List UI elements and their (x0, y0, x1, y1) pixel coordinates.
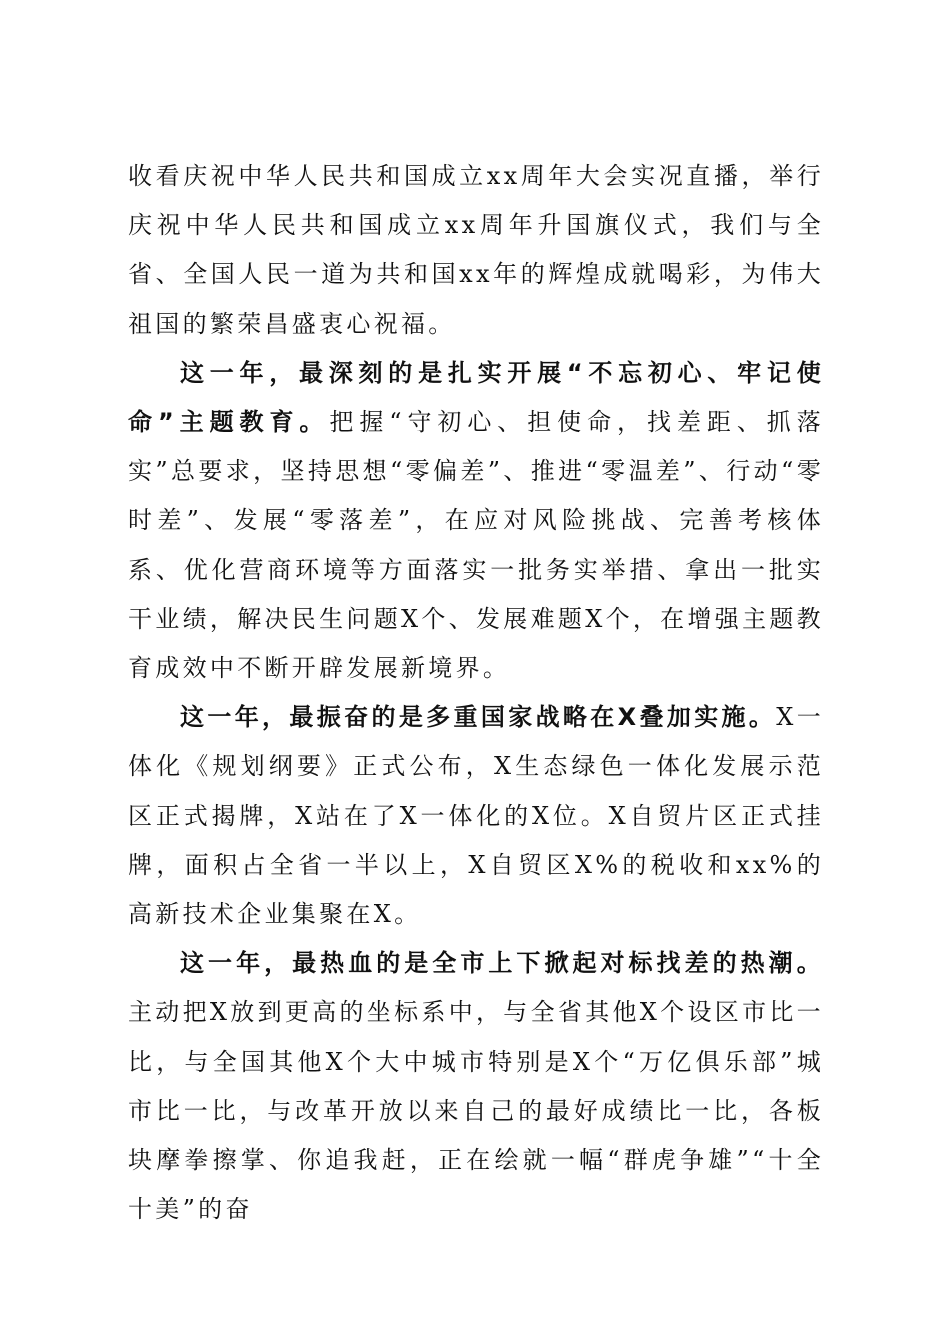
paragraph-1-text: 收看庆祝中华人民共和国成立xx周年大会实况直播，举行庆祝中华人民共和国成立xx周年升国旗仪式，我们与全省、全国人民一道为共和国xx年的辉煌成就喝彩，为伟大祖国的繁荣昌盛衷心祝福。 (128, 162, 824, 338)
document-page (128, 152, 824, 1234)
paragraph-1 (128, 152, 824, 349)
paragraph-3-text: X一体化《规划纲要》正式公布，X生态绿色一体化发展示范区正式揭牌，X站在了X一体化的X位。X自贸片区正式挂牌，面积占全省一半以上，X自贸区X%的税收和xx%的高新技术企业集聚在X。 (128, 703, 825, 929)
paragraph-2-lead: 这一年，最深刻的是扎实开展“不忘初心、牢记使命”主题教育。 (128, 358, 824, 437)
paragraph-2 (128, 349, 824, 693)
paragraph-2-text: 把握“守初心、担使命，找差距、抓落实”总要求，坚持思想“零偏差”、推进“零温差”、行动“零时差”、发展“零落差”，在应对风险挑战、完善考核体系、优化营商环境等方面落实一批务实举措、拿出一批实干业绩，解决民生问题X个、发展难题X个，在增强主题教育成效中不断开辟发展新境界。 (128, 408, 825, 683)
paragraph-3-lead: 这一年，最振奋的是多重国家战略在X叠加实施。 (180, 703, 777, 732)
paragraph-4 (128, 939, 824, 1234)
paragraph-4-lead: 这一年，最热血的是全市上下掀起对标找差的热潮。 (180, 949, 824, 978)
paragraph-3 (128, 693, 824, 939)
paragraph-4-text: 主动把X放到更高的坐标系中，与全省其他X个设区市比一比，与全国其他X个大中城市特别是X个“万亿俱乐部”城市比一比，与改革开放以来自己的最好成绩比一比，各板块摩拳擦掌、你追我赶，正在绘就一幅“群虎争雄”“十全十美”的奋 (128, 998, 824, 1224)
